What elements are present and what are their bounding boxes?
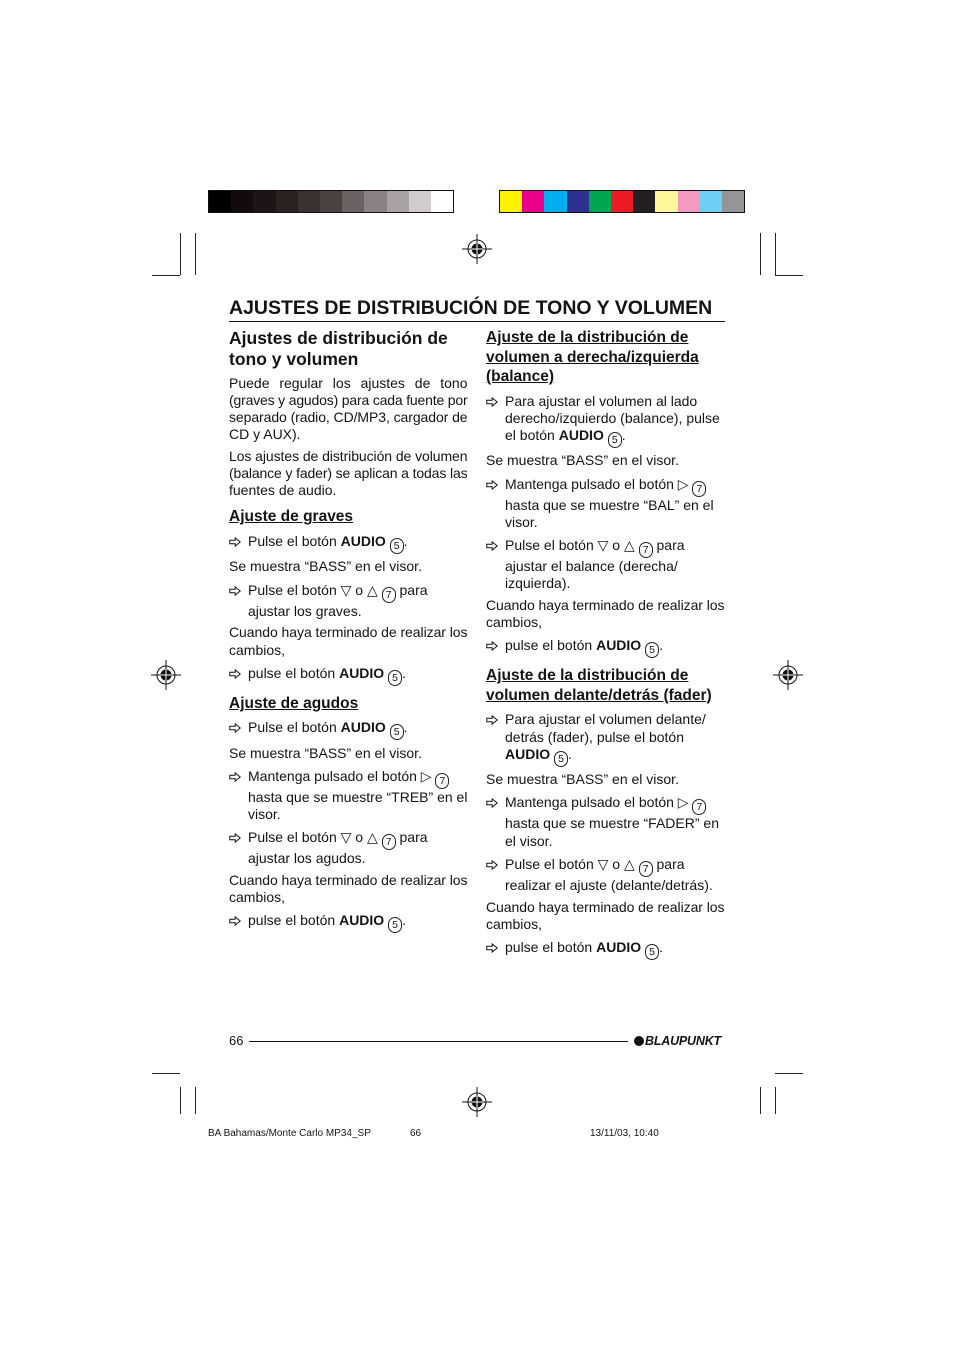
process-color-swatch xyxy=(633,191,655,212)
text-line xyxy=(248,719,468,740)
instruction-step xyxy=(486,637,725,658)
text-run: Mantenga pulsado el botón ▷ xyxy=(505,475,693,492)
text-line: Ajuste de graves xyxy=(229,508,354,526)
text-run: . xyxy=(568,745,572,762)
text-line xyxy=(505,427,725,448)
registration-mark-icon xyxy=(462,1087,492,1117)
text-run: Mantenga pulsado el botón ▷ xyxy=(505,794,693,811)
instruction-step xyxy=(486,537,725,592)
key-number-badge: 7 xyxy=(382,587,396,603)
subsection-heading xyxy=(229,507,468,527)
crop-mark xyxy=(775,275,803,276)
instruction-step xyxy=(486,939,725,960)
text-line xyxy=(248,829,468,850)
arrow-bullet-icon xyxy=(229,723,241,733)
button-name-label: AUDIO xyxy=(340,719,386,736)
arrow-bullet-icon xyxy=(486,715,498,725)
registration-mark-icon xyxy=(773,660,803,690)
text-run: Mantenga pulsado el botón ▷ xyxy=(248,767,436,784)
text-run: para xyxy=(395,581,428,598)
paragraph xyxy=(486,899,725,933)
button-name-label: AUDIO xyxy=(339,664,385,681)
text-line: visor. xyxy=(248,806,281,823)
button-name-label: AUDIO xyxy=(339,912,385,929)
page-title: AJUSTES DE DISTRIBUCIÓN DE TONO Y VOLUMEN xyxy=(229,297,713,319)
text-run: Pulse el botón ▽ o △ xyxy=(505,855,639,872)
instruction-step xyxy=(229,768,468,823)
text-run: pulse el botón xyxy=(248,912,340,929)
text-run: para xyxy=(652,537,685,554)
text-line: Cuando haya terminado de realizar los xyxy=(486,898,725,915)
text-line: cambios, xyxy=(229,641,286,658)
text-line xyxy=(505,637,725,658)
arrow-bullet-icon xyxy=(486,641,498,651)
arrow-bullet-icon xyxy=(229,916,241,926)
text-run: . xyxy=(402,912,406,929)
text-line: tono y volumen xyxy=(229,349,359,369)
text-line: volumen delante/detrás (fader) xyxy=(486,686,712,704)
text-run: . xyxy=(621,426,626,443)
grayscale-swatch xyxy=(342,191,364,212)
button-name-label: AUDIO xyxy=(505,745,551,762)
arrow-bullet-icon xyxy=(486,397,498,407)
text-line: Ajuste de agudos xyxy=(229,694,359,712)
text-run: . xyxy=(403,532,408,549)
paragraph xyxy=(229,375,468,444)
text-line: realizar el ajuste (delante/detrás). xyxy=(505,876,713,893)
text-run: pulse el botón xyxy=(248,664,340,681)
section-heading xyxy=(229,328,468,370)
subsection-heading xyxy=(486,328,725,387)
text-run: pulse el botón xyxy=(505,637,597,654)
text-line xyxy=(248,768,468,789)
text-line: Para ajustar el volumen al lado xyxy=(505,392,698,409)
instruction-step xyxy=(229,829,468,867)
grayscale-swatch xyxy=(320,191,342,212)
text-line: Se muestra “BASS” en el visor. xyxy=(486,452,679,469)
text-line: ajustar los graves. xyxy=(248,602,362,619)
paragraph xyxy=(229,624,468,658)
text-line: (balance) xyxy=(486,368,555,385)
footer-divider xyxy=(249,1041,628,1042)
text-run: Pulse el botón xyxy=(248,719,341,736)
crop-mark xyxy=(760,1087,761,1114)
subsection-heading xyxy=(229,694,468,714)
text-line: separado (radio, CD/MP3, cargador de xyxy=(229,408,468,425)
text-line xyxy=(248,912,468,933)
text-line: Puede regular los ajustes de tono xyxy=(229,374,468,391)
grayscale-swatch xyxy=(409,191,431,212)
crop-mark xyxy=(152,275,180,276)
text-line: (balance y fader) se aplican a todas las xyxy=(229,465,468,482)
text-run: . xyxy=(659,637,663,654)
process-color-swatch xyxy=(589,191,611,212)
process-color-swatch xyxy=(567,191,589,212)
text-line: visor. xyxy=(505,513,538,530)
title-divider xyxy=(229,321,725,322)
subsection-heading xyxy=(486,666,725,705)
grayscale-control-bar xyxy=(208,190,454,213)
instruction-step xyxy=(229,719,468,740)
text-run: Pulse el botón xyxy=(248,532,341,549)
crop-mark xyxy=(775,1087,776,1114)
arrow-bullet-icon xyxy=(229,669,241,679)
slug-filename: BA Bahamas/Monte Carlo MP34_SP xyxy=(208,1128,371,1139)
paragraph xyxy=(229,448,468,500)
key-number-badge: 5 xyxy=(390,724,404,740)
left-column xyxy=(229,328,468,933)
paragraph xyxy=(229,872,468,906)
process-color-swatch xyxy=(522,191,544,212)
text-run: pulse el botón xyxy=(505,938,597,955)
process-color-swatch xyxy=(655,191,677,212)
blaupunkt-dot-icon xyxy=(634,1036,644,1046)
crop-mark xyxy=(775,233,776,275)
text-line: Para ajustar el volumen delante/ xyxy=(505,711,706,728)
crop-mark xyxy=(180,233,181,275)
text-run: Pulse el botón ▽ o △ xyxy=(248,581,382,598)
arrow-bullet-icon xyxy=(486,541,498,551)
arrow-bullet-icon xyxy=(229,833,241,843)
text-line: Ajustes de distribución de xyxy=(229,328,448,348)
text-line: ajustar los agudos. xyxy=(248,850,366,867)
text-line: el visor. xyxy=(505,832,553,849)
text-line: izquierda). xyxy=(505,575,571,592)
text-line: Los ajustes de distribución de volumen xyxy=(229,447,468,464)
button-name-label: AUDIO xyxy=(558,426,604,443)
text-line: Ajuste de la distribución de xyxy=(486,329,689,346)
crop-mark xyxy=(195,233,196,275)
slug-page: 66 xyxy=(410,1128,422,1139)
slug-datetime: 13/11/03, 10:40 xyxy=(590,1128,659,1139)
arrow-bullet-icon xyxy=(486,860,498,870)
key-number-badge: 5 xyxy=(645,944,659,960)
text-line: fuentes de audio. xyxy=(229,482,337,499)
text-run: . xyxy=(659,938,663,955)
key-number-badge: 7 xyxy=(435,773,449,789)
key-number-badge: 5 xyxy=(388,670,402,686)
text-run: . xyxy=(403,719,408,736)
text-line: (graves y agudos) para cada fuente por xyxy=(229,391,468,408)
text-run: . xyxy=(402,664,406,681)
text-run: el botón xyxy=(505,426,559,443)
right-column xyxy=(486,328,725,960)
arrow-bullet-icon xyxy=(486,480,498,490)
text-line xyxy=(248,665,468,686)
text-line xyxy=(248,533,468,554)
text-line: Se muestra “BASS” en el visor. xyxy=(229,744,422,761)
text-line: hasta que se muestre “TREB” en el xyxy=(248,788,468,805)
grayscale-swatch xyxy=(298,191,320,212)
paragraph xyxy=(229,745,468,762)
key-number-badge: 5 xyxy=(388,917,402,933)
key-number-badge: 7 xyxy=(639,861,653,877)
text-run: para xyxy=(395,829,428,846)
process-color-swatch xyxy=(678,191,700,212)
grayscale-swatch xyxy=(231,191,253,212)
text-line: hasta que se muestre “BAL” en el xyxy=(505,496,714,513)
key-number-badge: 5 xyxy=(645,642,659,658)
grayscale-swatch xyxy=(209,191,231,212)
text-line: hasta que se muestre “FADER” en xyxy=(505,815,719,832)
text-line xyxy=(505,537,725,558)
process-color-swatch xyxy=(500,191,522,212)
text-line: Cuando haya terminado de realizar los xyxy=(229,624,468,641)
text-line: CD y AUX). xyxy=(229,426,301,443)
instruction-step xyxy=(229,665,468,686)
text-line: derecho/izquierdo (balance), pulse xyxy=(505,409,720,426)
key-number-badge: 7 xyxy=(639,542,653,558)
process-color-control-bar xyxy=(499,190,745,213)
instruction-step xyxy=(486,476,725,531)
arrow-bullet-icon xyxy=(229,772,241,782)
text-run: Pulse el botón ▽ o △ xyxy=(248,829,382,846)
brand-logo: BLAUPUNKT xyxy=(645,1034,721,1048)
button-name-label: AUDIO xyxy=(596,938,642,955)
key-number-badge: 5 xyxy=(554,751,568,767)
text-line: Cuando haya terminado de realizar los xyxy=(486,596,725,613)
text-line: Ajuste de la distribución de xyxy=(486,667,689,685)
text-line: Se muestra “BASS” en el visor. xyxy=(229,558,422,575)
text-line: Cuando haya terminado de realizar los xyxy=(229,872,468,889)
instruction-step xyxy=(229,912,468,933)
process-color-swatch xyxy=(722,191,744,212)
process-color-swatch xyxy=(544,191,566,212)
button-name-label: AUDIO xyxy=(596,637,642,654)
text-line xyxy=(505,939,725,960)
grayscale-swatch xyxy=(253,191,275,212)
text-line: cambios, xyxy=(486,915,543,932)
paragraph xyxy=(486,452,725,469)
key-number-badge: 7 xyxy=(692,481,706,497)
text-line: ajustar el balance (derecha/ xyxy=(505,558,678,575)
crop-mark xyxy=(775,1073,803,1074)
key-number-badge: 5 xyxy=(390,538,404,554)
crop-mark xyxy=(152,1073,180,1074)
text-line: cambios, xyxy=(486,614,543,631)
process-color-swatch xyxy=(611,191,633,212)
arrow-bullet-icon xyxy=(229,537,241,547)
instruction-step xyxy=(486,794,725,849)
arrow-bullet-icon xyxy=(486,798,498,808)
registration-mark-icon xyxy=(151,660,181,690)
button-name-label: AUDIO xyxy=(340,532,386,549)
text-line xyxy=(505,476,725,497)
arrow-bullet-icon xyxy=(229,586,241,596)
text-line: Se muestra “BASS” en el visor. xyxy=(486,771,679,788)
crop-mark xyxy=(180,1087,181,1114)
registration-mark-icon xyxy=(462,234,492,264)
crop-mark xyxy=(195,1087,196,1114)
text-line xyxy=(505,746,725,767)
key-number-badge: 7 xyxy=(382,834,396,850)
paragraph xyxy=(486,597,725,631)
text-run: para xyxy=(652,855,685,872)
page-number: 66 xyxy=(229,1033,244,1048)
instruction-step xyxy=(486,856,725,894)
grayscale-swatch xyxy=(364,191,386,212)
grayscale-swatch xyxy=(387,191,409,212)
instruction-step xyxy=(229,582,468,620)
text-line xyxy=(505,794,725,815)
crop-mark xyxy=(760,233,761,275)
key-number-badge: 5 xyxy=(608,432,622,448)
text-run: Pulse el botón ▽ o △ xyxy=(505,537,639,554)
text-line: cambios, xyxy=(229,889,286,906)
instruction-step xyxy=(486,393,725,448)
paragraph xyxy=(486,771,725,788)
instruction-step xyxy=(229,533,468,554)
grayscale-swatch xyxy=(431,191,453,212)
arrow-bullet-icon xyxy=(486,943,498,953)
text-line xyxy=(248,582,468,603)
instruction-step xyxy=(486,711,725,766)
grayscale-swatch xyxy=(276,191,298,212)
key-number-badge: 7 xyxy=(692,799,706,815)
text-line xyxy=(505,856,725,877)
text-line: detrás (fader), pulse el botón xyxy=(505,728,684,745)
process-color-swatch xyxy=(700,191,722,212)
paragraph xyxy=(229,558,468,575)
text-line: volumen a derecha/izquierda xyxy=(486,348,699,366)
